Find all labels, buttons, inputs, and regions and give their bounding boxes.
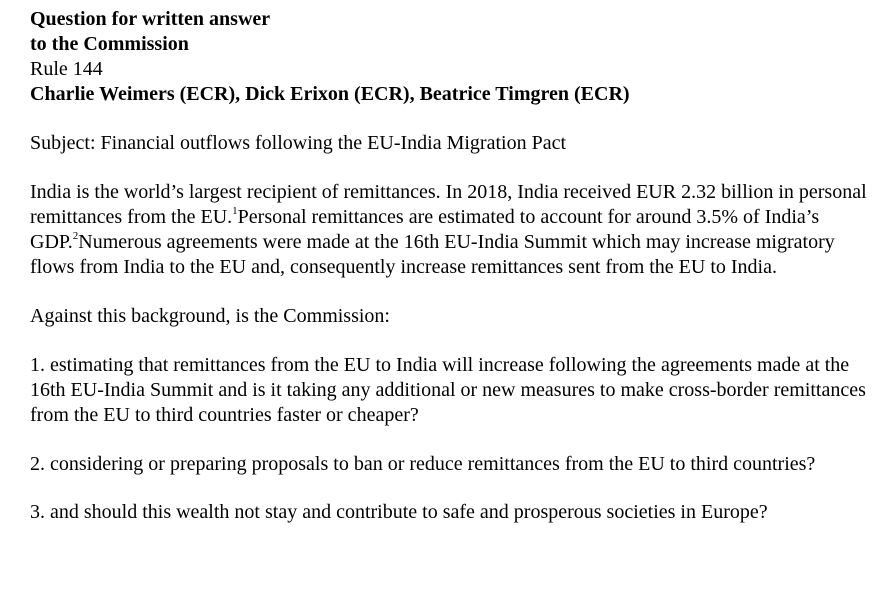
- document: [30, 7, 870, 525]
- question-2: 2. considering or preparing proposals to ban or reduce remittances from the EU to third countries?: [30, 453, 816, 475]
- subject-line: Subject: Financial outflows following the EU-India Migration Pact: [30, 132, 567, 154]
- question-intro: Against this background, is the Commission:: [30, 305, 390, 327]
- footnote-marker-2: 2: [72, 230, 79, 243]
- background-text-part-1: India is the world’s largest recipient of remittances. In 2018, India received EUR 2.32 billion in personal remittances from the EU.: [30, 181, 867, 228]
- footnote-marker-1: 1: [232, 205, 238, 218]
- authors: Charlie Weimers (ECR), Dick Erixon (ECR), Beatrice Timgren (ECR): [30, 83, 630, 105]
- question-1: 1. estimating that remittances from the EU to India will increase following the agreements made at the 16th EU-India Summit and is it taking any additional or new measures to make cross-border remittances from the EU to third countries faster or cheaper?: [30, 354, 866, 426]
- doc-type-line-2: to the Commission: [30, 33, 189, 55]
- background-text-part-3: Numerous agreements were made at the 16th EU-India Summit which may increase migratory flows from India to the EU and, consequently increase remittances sent from the EU to India.: [30, 231, 835, 278]
- doc-type-line-1: Question for written answer: [30, 8, 271, 30]
- background-text-part-2: Personal remittances are estimated to account for around 3.5% of India’s GDP.: [30, 206, 820, 253]
- question-3: 3. and should this wealth not stay and contribute to safe and prosperous societies in Europe?: [30, 501, 768, 523]
- rule-reference: Rule 144: [30, 58, 103, 80]
- background-paragraph: [30, 180, 870, 280]
